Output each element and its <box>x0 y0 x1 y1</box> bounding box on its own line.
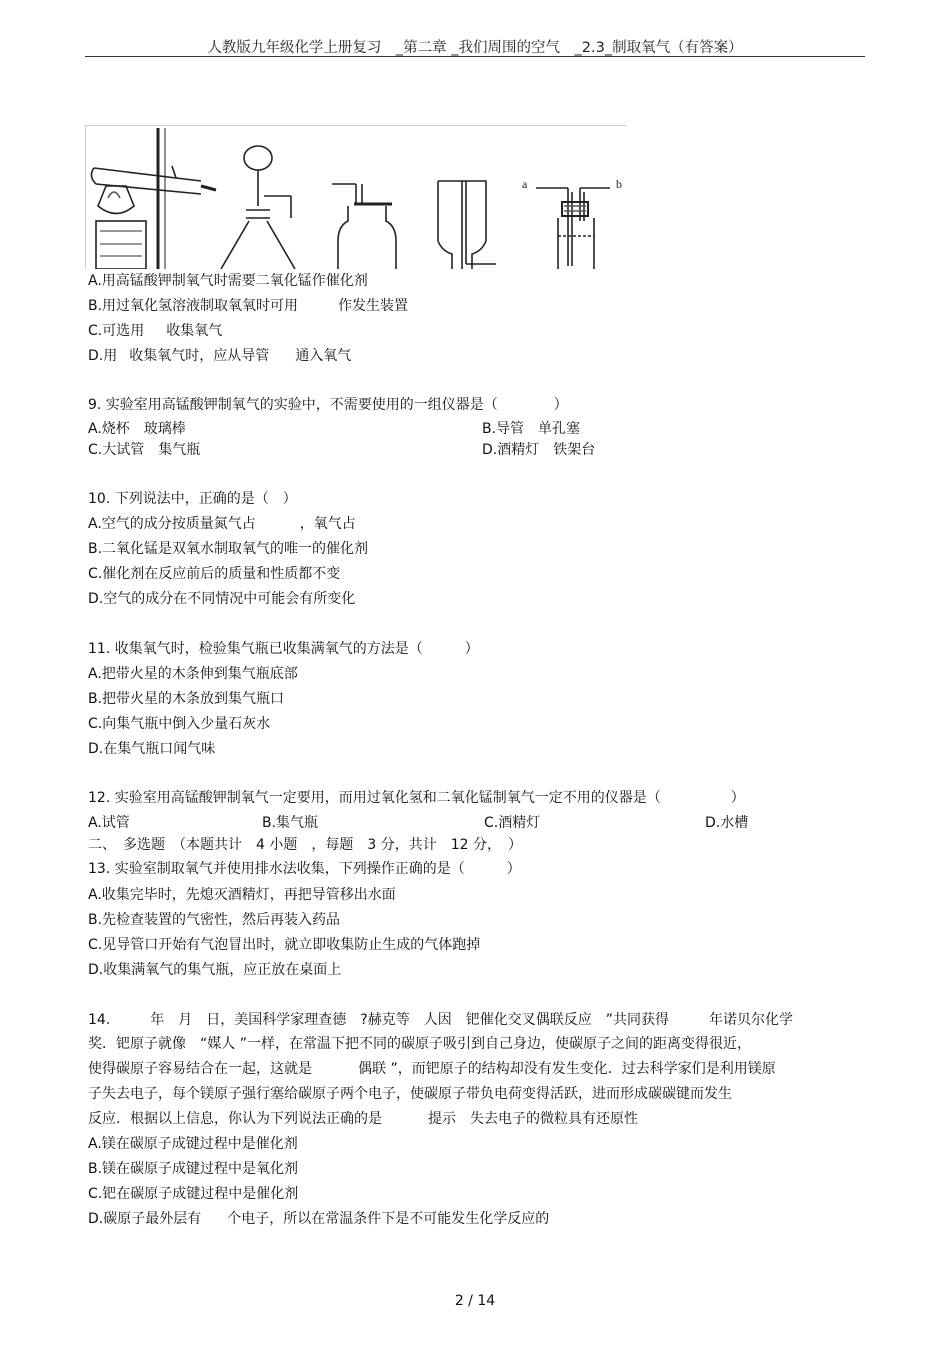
q8-option-a: A.用高锰酸钾制氧气时需要二氧化锰作催化剂 <box>88 273 368 289</box>
q14-line-4: 子失去电子，每个镁原子强行塞给碳原子两个电子，使碳原子带负电荷变得活跃，进而形成碳碳键而发生 <box>88 1086 732 1102</box>
q14-option-d <box>88 1210 549 1228</box>
q9-option-c: C.大试管 集气瓶 <box>88 442 201 458</box>
q8-option-c-text1: C.可选用 <box>88 323 145 339</box>
label-b: b <box>616 177 622 191</box>
label-a: a <box>522 177 528 191</box>
q8-option-c-text2: 收集氧气 <box>166 323 223 339</box>
q8-option-d-text2: 收集氧气时，应从导管 <box>129 348 270 364</box>
q10-option-a <box>88 515 356 533</box>
q14-line-5-text1: 反应．根据以上信息，你认为下列说法正确的是 <box>88 1111 382 1127</box>
q13-option-a: A.收集完毕时，先熄灭酒精灯，再把导管移出水面 <box>88 887 396 903</box>
q8-option-d <box>88 347 351 365</box>
q8-option-d-text3: 通入氧气 <box>295 348 352 364</box>
q11-option-a: A.把带火星的木条伸到集气瓶底部 <box>88 666 298 682</box>
q14-option-b: B.镁在碳原子成键过程中是氧化剂 <box>88 1161 299 1177</box>
q10-stem: 10. 下列说法中，正确的是（ ） <box>88 491 297 507</box>
q14-line-1 <box>88 1011 793 1029</box>
q14-option-d-text1: D.碳原子最外层有 <box>88 1211 202 1227</box>
q10-option-c: C.催化剂在反应前后的质量和性质都不变 <box>88 566 341 582</box>
apparatus-diagram <box>86 126 626 269</box>
q9-stem: 9. 实验室用高锰酸钾制氧气的实验中，不需要使用的一组仪器是（ ） <box>88 397 568 413</box>
q14-line-1-text: 年 月 日，美国科学家理查德 ?赫克等 人因 钯催化交叉偶联反应 ”共同获得 <box>150 1012 669 1028</box>
q14-line-2: 奖．钯原子就像 “媒人 ”一样，在常温下把不同的碳原子吸引到自己身边，使碳原子之间的距离变得很近， <box>88 1036 751 1052</box>
q9-option-b: B.导管 单孔塞 <box>482 421 581 437</box>
q14-line-3-text2: 偶联 ”，而钯原子的结构却没有发生变化．过去科学家们是利用镁原 <box>358 1061 776 1077</box>
q14-line-3-text1: 使得碳原子容易结合在一起，这就是 <box>88 1061 312 1077</box>
q8-option-b <box>88 297 408 315</box>
q13-option-d: D.收集满氧气的集气瓶，应正放在桌面上 <box>88 962 342 978</box>
q12-stem: 12. 实验室用高锰酸钾制氧气一定要用，而用过氧化氢和二氧化锰制氧气一定不用的仪器是（ ） <box>88 790 745 806</box>
apparatus-figure <box>85 125 626 269</box>
q9-option-a: A.烧杯 玻璃棒 <box>88 421 186 437</box>
q14-option-d-text2: 个电子，所以在常温条件下是不可能发生化学反应的 <box>227 1211 550 1227</box>
q12-option-c: C.酒精灯 <box>484 815 541 831</box>
q10-option-d: D.空气的成分在不同情况中可能会有所变化 <box>88 591 356 607</box>
q11-stem: 11. 收集氧气时，检验集气瓶已收集满氧气的方法是（ ） <box>88 641 479 657</box>
q11-option-d: D.在集气瓶口闻气味 <box>88 741 216 757</box>
q10-option-b: B.二氧化锰是双氧水制取氧气的唯一的催化剂 <box>88 541 369 557</box>
q8-option-c <box>88 322 222 340</box>
section-two-heading: 二、 多选题 （本题共计 4 小题 ，每题 3 分，共计 12 分， ） <box>88 837 522 853</box>
q14-line-5-hint: 提示 失去电子的微粒具有还原性 <box>428 1111 638 1127</box>
q14-option-a: A.镁在碳原子成键过程中是催化剂 <box>88 1136 298 1152</box>
q8-option-b-text2: 作发生装置 <box>338 298 409 314</box>
q14-number: 14. <box>88 1012 111 1028</box>
q13-option-b: B.先检查装置的气密性，然后再装入药品 <box>88 912 341 928</box>
page-header <box>85 30 865 57</box>
q12-option-d: D.水槽 <box>705 815 749 831</box>
q8-option-b-text1: B.用过氧化氢溶液制取氧氧时可用 <box>88 298 299 314</box>
q10-option-a-text1: A.空气的成分按质量氮气占 <box>88 516 256 532</box>
q12-option-b: B.集气瓶 <box>262 815 319 831</box>
q9-option-d: D.酒精灯 铁架台 <box>482 442 596 458</box>
q10-option-a-text2: ，氧气占 <box>299 516 356 532</box>
q11-option-c: C.向集气瓶中倒入少量石灰水 <box>88 716 271 732</box>
header-title: 人教版九年级化学上册复习 _第二章 _我们周围的空气 _2.3_制取氧气（有答案） <box>207 40 743 56</box>
q11-option-b: B.把带火星的木条放到集气瓶口 <box>88 691 285 707</box>
q8-option-d-text1: D.用 <box>88 348 118 364</box>
q14-option-c: C.钯在碳原子成键过程中是催化剂 <box>88 1186 299 1202</box>
q12-option-a: A.试管 <box>88 815 130 831</box>
q13-stem: 13. 实验室制取氧气并使用排水法收集，下列操作正确的是（ ） <box>88 861 521 877</box>
q14-line-3 <box>88 1060 776 1078</box>
page-number: 2 / 14 <box>454 1293 496 1309</box>
q14-line-5 <box>88 1110 638 1128</box>
q13-option-c: C.见导管口开始有气泡冒出时，就立即收集防止生成的气体跑掉 <box>88 937 481 953</box>
q14-line-1-end: 年诺贝尔化学 <box>708 1012 793 1028</box>
